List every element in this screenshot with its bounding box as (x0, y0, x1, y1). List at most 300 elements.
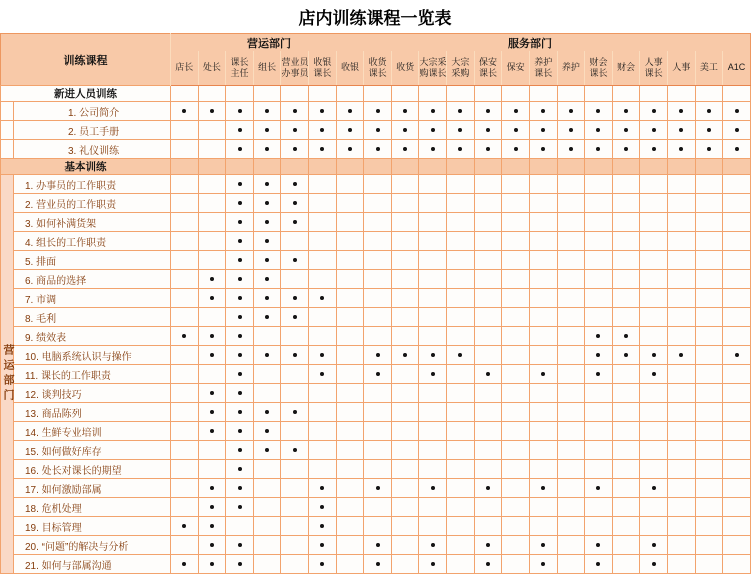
matrix-cell (391, 327, 419, 346)
matrix-cell (557, 460, 585, 479)
matrix-cell (364, 403, 392, 422)
matrix-cell (502, 460, 530, 479)
matrix-cell (309, 422, 337, 441)
matrix-cell (309, 140, 337, 159)
matrix-cell (447, 232, 475, 251)
matrix-cell (640, 289, 668, 308)
role-column-header: 财会 (612, 51, 640, 86)
matrix-cell (336, 517, 364, 536)
matrix-cell (585, 232, 613, 251)
course-row (1, 441, 751, 460)
matrix-cell (336, 140, 364, 159)
attendance-dot (348, 109, 352, 113)
matrix-cell (474, 121, 502, 140)
section-band-cell (171, 159, 199, 175)
attendance-dot (320, 505, 324, 509)
section-band-cell (667, 159, 695, 175)
matrix-cell (557, 422, 585, 441)
matrix-cell (695, 121, 723, 140)
role-column-header: 保安 (502, 51, 530, 86)
matrix-cell (391, 384, 419, 403)
role-column-header: 财会 课长 (585, 51, 613, 86)
matrix-cell (336, 498, 364, 517)
attendance-dot (735, 147, 739, 151)
matrix-cell (281, 140, 309, 159)
matrix-cell (226, 479, 254, 498)
matrix-cell (253, 460, 281, 479)
attendance-dot (652, 486, 656, 490)
course-row (1, 460, 751, 479)
matrix-cell (226, 175, 254, 194)
attendance-dot (403, 109, 407, 113)
matrix-cell (281, 384, 309, 403)
department-group-band (171, 34, 751, 51)
attendance-dot (431, 128, 435, 132)
matrix-cell (695, 441, 723, 460)
matrix-cell (723, 327, 751, 346)
attendance-dot (210, 562, 214, 566)
matrix-cell (723, 213, 751, 232)
matrix-cell (198, 175, 226, 194)
matrix-cell (253, 308, 281, 327)
matrix-cell (253, 213, 281, 232)
matrix-cell (502, 232, 530, 251)
matrix-cell (667, 251, 695, 270)
matrix-cell (171, 121, 199, 140)
course-row (1, 536, 751, 555)
matrix-cell (723, 308, 751, 327)
matrix-cell (198, 403, 226, 422)
matrix-cell (695, 346, 723, 365)
attendance-dot (293, 353, 297, 357)
role-column-header: 养护 (557, 51, 585, 86)
matrix-cell (502, 441, 530, 460)
section-band-cell (695, 159, 723, 175)
left-strip-spacer (1, 102, 14, 121)
matrix-cell (336, 403, 364, 422)
matrix-cell (667, 327, 695, 346)
attendance-dot (569, 128, 573, 132)
matrix-cell (391, 308, 419, 327)
matrix-cell (171, 270, 199, 289)
matrix-cell (364, 175, 392, 194)
matrix-cell (529, 140, 557, 159)
matrix-cell (253, 102, 281, 121)
matrix-cell (447, 194, 475, 213)
attendance-dot (265, 239, 269, 243)
matrix-cell (447, 175, 475, 194)
matrix-cell (253, 175, 281, 194)
attendance-dot (238, 239, 242, 243)
attendance-dot (238, 353, 242, 357)
matrix-cell (585, 175, 613, 194)
matrix-cell (529, 308, 557, 327)
attendance-dot (293, 109, 297, 113)
course-label: 4. 组长的工作职责 (14, 232, 171, 251)
course-label: 7. 市调 (14, 289, 171, 308)
matrix-cell (557, 384, 585, 403)
matrix-cell (364, 232, 392, 251)
attendance-dot (514, 147, 518, 151)
role-column-header: 收银 (336, 51, 364, 86)
attendance-dot (265, 258, 269, 262)
matrix-cell (612, 289, 640, 308)
attendance-dot (596, 372, 600, 376)
matrix-cell (585, 403, 613, 422)
course-label: 18. 危机处理 (14, 498, 171, 517)
matrix-cell (281, 346, 309, 365)
matrix-cell (474, 251, 502, 270)
matrix-cell (585, 213, 613, 232)
matrix-cell (419, 422, 447, 441)
matrix-cell (723, 251, 751, 270)
attendance-dot (596, 543, 600, 547)
matrix-cell (364, 441, 392, 460)
matrix-cell (529, 555, 557, 574)
attendance-dot (679, 109, 683, 113)
matrix-cell (171, 517, 199, 536)
matrix-cell (309, 555, 337, 574)
matrix-cell (695, 536, 723, 555)
matrix-cell (391, 251, 419, 270)
attendance-dot (458, 353, 462, 357)
attendance-dot (596, 109, 600, 113)
matrix-cell (667, 232, 695, 251)
attendance-dot (265, 147, 269, 151)
attendance-dot (541, 372, 545, 376)
role-column-header: 组长 (253, 51, 281, 86)
matrix-cell (309, 536, 337, 555)
matrix-cell (640, 194, 668, 213)
matrix-cell (723, 289, 751, 308)
matrix-cell (171, 536, 199, 555)
course-row (1, 102, 751, 121)
matrix-cell (474, 536, 502, 555)
course-row (1, 232, 751, 251)
attendance-dot (652, 128, 656, 132)
matrix-cell (667, 121, 695, 140)
attendance-dot (238, 182, 242, 186)
attendance-dot (569, 147, 573, 151)
left-strip-spacer (1, 121, 14, 140)
matrix-cell (502, 346, 530, 365)
matrix-cell (695, 498, 723, 517)
matrix-cell (612, 498, 640, 517)
matrix-cell (723, 194, 751, 213)
attendance-dot (210, 391, 214, 395)
role-column-header: 收货 (391, 51, 419, 86)
group-label-operations: 营运部门 (247, 38, 291, 51)
attendance-dot (238, 543, 242, 547)
section-band-cell (585, 159, 613, 175)
matrix-cell (640, 327, 668, 346)
matrix-cell (529, 270, 557, 289)
matrix-cell (391, 441, 419, 460)
attendance-dot (210, 505, 214, 509)
attendance-dot (238, 391, 242, 395)
matrix-cell (695, 175, 723, 194)
matrix-cell (447, 555, 475, 574)
matrix-cell (612, 308, 640, 327)
attendance-dot (238, 486, 242, 490)
matrix-cell (391, 289, 419, 308)
matrix-cell (474, 346, 502, 365)
matrix-cell (557, 536, 585, 555)
matrix-cell (529, 327, 557, 346)
matrix-cell (253, 86, 281, 102)
matrix-cell (667, 479, 695, 498)
course-row (1, 517, 751, 536)
matrix-cell (419, 194, 447, 213)
matrix-cell (364, 555, 392, 574)
matrix-cell (612, 232, 640, 251)
matrix-cell (695, 251, 723, 270)
matrix-cell (419, 365, 447, 384)
matrix-cell (419, 251, 447, 270)
matrix-cell (391, 460, 419, 479)
matrix-cell (640, 479, 668, 498)
matrix-cell (695, 270, 723, 289)
matrix-cell (529, 498, 557, 517)
course-column-header: 训练课程 (1, 34, 171, 86)
matrix-cell (502, 365, 530, 384)
attendance-dot (320, 486, 324, 490)
matrix-cell (585, 460, 613, 479)
attendance-dot (238, 277, 242, 281)
matrix-cell (198, 536, 226, 555)
course-label: 3. 礼仪训练 (14, 140, 171, 159)
matrix-cell (585, 251, 613, 270)
course-row (1, 251, 751, 270)
matrix-cell (281, 121, 309, 140)
matrix-cell (281, 327, 309, 346)
course-label: 17. 如何激励部属 (14, 479, 171, 498)
matrix-cell (253, 555, 281, 574)
course-row (1, 194, 751, 213)
attendance-dot (403, 353, 407, 357)
attendance-dot (265, 201, 269, 205)
matrix-cell (557, 213, 585, 232)
matrix-cell (723, 555, 751, 574)
matrix-cell (281, 403, 309, 422)
matrix-cell (612, 213, 640, 232)
matrix-cell (226, 194, 254, 213)
attendance-dot (293, 258, 297, 262)
matrix-cell (198, 517, 226, 536)
attendance-dot (293, 448, 297, 452)
matrix-cell (198, 365, 226, 384)
matrix-cell (419, 441, 447, 460)
matrix-cell (364, 194, 392, 213)
matrix-cell (695, 384, 723, 403)
title-bar (0, 0, 750, 33)
matrix-cell (309, 102, 337, 121)
attendance-dot (265, 448, 269, 452)
course-label: 10. 电脑系统认识与操作 (14, 346, 171, 365)
matrix-cell (474, 441, 502, 460)
course-label: 19. 目标管理 (14, 517, 171, 536)
matrix-cell (226, 555, 254, 574)
course-label: 3. 如何补满货架 (14, 213, 171, 232)
matrix-cell (336, 422, 364, 441)
matrix-cell (253, 251, 281, 270)
matrix-cell (557, 308, 585, 327)
attendance-dot (210, 334, 214, 338)
matrix-cell (529, 289, 557, 308)
matrix-cell (612, 86, 640, 102)
matrix-cell (612, 460, 640, 479)
matrix-cell (171, 251, 199, 270)
matrix-cell (667, 140, 695, 159)
attendance-dot (431, 486, 435, 490)
matrix-cell (309, 175, 337, 194)
matrix-cell (253, 441, 281, 460)
matrix-cell (695, 213, 723, 232)
course-row (1, 289, 751, 308)
matrix-cell (364, 536, 392, 555)
attendance-dot (624, 109, 628, 113)
attendance-dot (238, 429, 242, 433)
matrix-cell (281, 270, 309, 289)
matrix-cell (198, 270, 226, 289)
attendance-dot (541, 486, 545, 490)
matrix-cell (474, 270, 502, 289)
matrix-cell (419, 517, 447, 536)
matrix-cell (309, 86, 337, 102)
matrix-cell (667, 213, 695, 232)
matrix-cell (502, 327, 530, 346)
matrix-cell (226, 308, 254, 327)
attendance-dot (514, 109, 518, 113)
matrix-cell (281, 289, 309, 308)
section-title-basic-training: 基本训练 (1, 159, 171, 175)
matrix-cell (447, 86, 475, 102)
matrix-cell (612, 536, 640, 555)
attendance-dot (596, 147, 600, 151)
matrix-cell (419, 555, 447, 574)
attendance-dot (458, 128, 462, 132)
matrix-cell (640, 270, 668, 289)
matrix-cell (447, 121, 475, 140)
matrix-cell (364, 384, 392, 403)
matrix-cell (198, 251, 226, 270)
attendance-dot (679, 353, 683, 357)
matrix-cell (502, 102, 530, 121)
matrix-cell (640, 140, 668, 159)
matrix-cell (198, 441, 226, 460)
matrix-cell (336, 194, 364, 213)
attendance-dot (376, 562, 380, 566)
matrix-cell (281, 213, 309, 232)
attendance-dot (624, 334, 628, 338)
attendance-dot (458, 147, 462, 151)
attendance-dot (238, 467, 242, 471)
matrix-cell (640, 384, 668, 403)
attendance-dot (596, 334, 600, 338)
matrix-cell (391, 86, 419, 102)
attendance-dot (182, 524, 186, 528)
attendance-dot (376, 109, 380, 113)
matrix-cell (612, 194, 640, 213)
matrix-cell (529, 479, 557, 498)
matrix-cell (640, 441, 668, 460)
attendance-dot (265, 220, 269, 224)
matrix-cell (502, 175, 530, 194)
matrix-cell (226, 403, 254, 422)
matrix-cell (253, 422, 281, 441)
attendance-dot (182, 334, 186, 338)
matrix-cell (557, 289, 585, 308)
attendance-dot (210, 543, 214, 547)
matrix-cell (695, 365, 723, 384)
matrix-cell (391, 403, 419, 422)
attendance-dot (652, 562, 656, 566)
matrix-cell (529, 384, 557, 403)
course-label: 6. 商品的选择 (14, 270, 171, 289)
section-band-cell (419, 159, 447, 175)
matrix-cell (612, 403, 640, 422)
matrix-cell (226, 365, 254, 384)
matrix-cell (253, 365, 281, 384)
attendance-dot (431, 562, 435, 566)
role-column-header: 人事 课长 (640, 51, 668, 86)
course-label: 21. 如何与部属沟通 (14, 555, 171, 574)
matrix-cell (419, 384, 447, 403)
matrix-cell (336, 121, 364, 140)
matrix-cell (198, 384, 226, 403)
course-row (1, 498, 751, 517)
matrix-cell (695, 517, 723, 536)
matrix-cell (640, 365, 668, 384)
matrix-cell (447, 102, 475, 121)
attendance-dot (238, 334, 242, 338)
matrix-cell (253, 232, 281, 251)
attendance-dot (320, 372, 324, 376)
matrix-cell (198, 86, 226, 102)
matrix-cell (695, 327, 723, 346)
matrix-cell (198, 102, 226, 121)
matrix-cell (447, 213, 475, 232)
attendance-dot (210, 277, 214, 281)
matrix-cell (557, 175, 585, 194)
course-label: 13. 商品陈列 (14, 403, 171, 422)
matrix-cell (557, 498, 585, 517)
matrix-cell (309, 403, 337, 422)
matrix-cell (253, 403, 281, 422)
matrix-cell (723, 232, 751, 251)
matrix-cell (419, 289, 447, 308)
matrix-cell (612, 270, 640, 289)
matrix-cell (640, 536, 668, 555)
matrix-cell (281, 536, 309, 555)
matrix-cell (391, 517, 419, 536)
attendance-dot (624, 353, 628, 357)
matrix-cell (502, 121, 530, 140)
matrix-cell (585, 86, 613, 102)
matrix-cell (419, 346, 447, 365)
course-label: 20. “问题”的解决与分析 (14, 536, 171, 555)
matrix-cell (419, 232, 447, 251)
matrix-cell (474, 403, 502, 422)
matrix-cell (281, 251, 309, 270)
course-label: 1. 办事员的工作职责 (14, 175, 171, 194)
matrix-cell (612, 479, 640, 498)
matrix-cell (391, 498, 419, 517)
attendance-dot (376, 372, 380, 376)
matrix-cell (281, 308, 309, 327)
attendance-dot (320, 147, 324, 151)
matrix-cell (612, 441, 640, 460)
